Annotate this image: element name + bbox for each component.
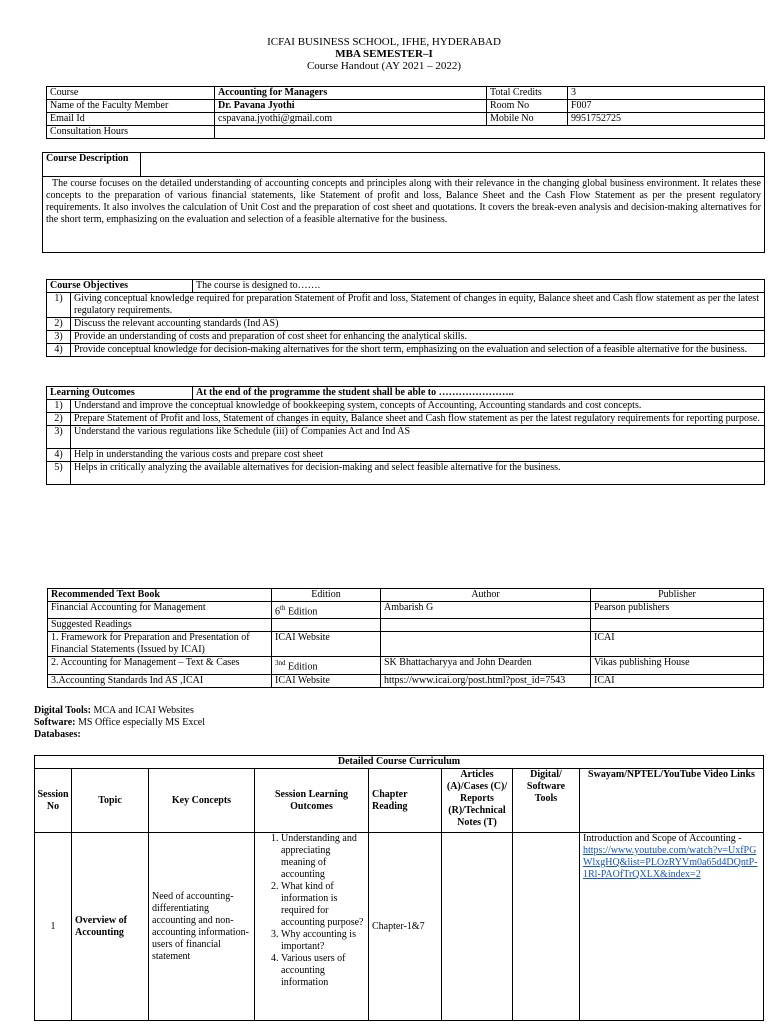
software-label: Software: <box>34 717 76 728</box>
objective-item: Discuss the relevant accounting standards (Ind AS) <box>71 318 765 331</box>
session-outcomes <box>255 833 369 1021</box>
objectives-label: Course Objectives <box>47 280 193 293</box>
room-value: F007 <box>568 100 765 113</box>
book-publisher: Pearson publishers <box>591 602 764 619</box>
book-edition: 6th Edition <box>272 602 381 619</box>
databases-label: Databases: <box>34 729 81 740</box>
book-publisher: ICAI <box>591 674 764 687</box>
book-author: Ambarish G <box>381 602 591 619</box>
school-name: ICFAI BUSINESS SCHOOL, IFHE, HYDERABAD <box>267 36 501 48</box>
col-session: Session No <box>35 769 72 833</box>
session-topic: Overview of Accounting <box>72 833 149 1021</box>
outcome-num: 5) <box>47 462 71 485</box>
objective-item: Provide conceptual knowledge for decision-making alternatives for the short term, emphasizing on the evaluation and selection of a feasible alternative for the business. <box>71 344 765 357</box>
handout-title: Course Handout (AY 2021 – 2022) <box>306 60 462 72</box>
book-author <box>381 632 591 657</box>
col-chapter: Chapter Reading <box>369 769 442 833</box>
email-value: cspavana.jyothi@gmail.com <box>215 113 487 126</box>
session-outcome-item: 3. Why accounting is important? <box>281 929 366 953</box>
objective-num: 4) <box>47 344 71 357</box>
objective-item: Provide an understanding of costs and preparation of cost sheet for enhancing the analytical skills. <box>71 331 765 344</box>
curriculum-table <box>34 755 764 1021</box>
session-articles <box>442 833 513 1021</box>
room-label: Room No <box>487 100 568 113</box>
course-info-table <box>46 86 765 139</box>
col-session-outcomes: Session Learning Outcomes <box>255 769 369 833</box>
outcome-item: Help in understanding the various costs and prepare cost sheet <box>71 449 765 462</box>
course-objectives-table <box>46 279 765 357</box>
edition-header: Edition <box>272 589 381 602</box>
book-author: SK Bhattacharyya and John Dearden <box>381 657 591 674</box>
book-edition: $^{3nd}$ Edition <box>272 657 381 674</box>
video-description: Introduction and Scope of Accounting - <box>583 833 742 844</box>
digital-tools-value: MCA and ICAI Websites <box>90 705 194 716</box>
credits-label: Total Credits <box>487 87 568 100</box>
session-outcome-item: 1. Understanding and appreciating meaning of accounting <box>281 833 366 881</box>
suggested-readings-label: Suggested Readings <box>48 619 272 632</box>
course-value: Accounting for Managers <box>215 87 487 100</box>
author-header: Author <box>381 589 591 602</box>
textbook-header: Recommended Text Book <box>48 589 272 602</box>
digital-tools-line <box>34 705 194 717</box>
publisher-header: Publisher <box>591 589 764 602</box>
book-edition: ICAI Website <box>272 632 381 657</box>
mobile-label: Mobile No <box>487 113 568 126</box>
col-topic: Topic <box>72 769 149 833</box>
outcomes-label: Learning Outcomes <box>47 387 193 400</box>
outcome-num: 1) <box>47 400 71 413</box>
faculty-value: Dr. Pavana Jyothi <box>215 100 487 113</box>
digital-tools-label: Digital Tools: <box>34 705 91 716</box>
mobile-value: 9951752725 <box>568 113 765 126</box>
session-outcome-item: 2. What kind of information is required for accounting purpose? <box>281 881 366 929</box>
book-title: 2. Accounting for Management – Text & Cases <box>48 657 272 674</box>
learning-outcomes-table <box>46 386 765 485</box>
objective-num: 1) <box>47 293 71 318</box>
session-video-cell <box>580 833 764 1021</box>
outcome-item: Understand and improve the conceptual knowledge of bookkeeping system, concepts of Accounting, Accounting standards and cost concepts. <box>71 400 765 413</box>
software-value: MS Office especially MS Excel <box>75 717 205 728</box>
book-author-link[interactable]: https://www.icai.org/post.html?post_id=7543 <box>381 674 591 687</box>
description-label: Course Description <box>43 153 141 177</box>
objective-num: 3) <box>47 331 71 344</box>
outcome-num: 2) <box>47 413 71 426</box>
software-line <box>34 717 205 729</box>
outcome-item: Helps in critically analyzing the available alternatives for decision-making and select feasible alternative for the business. <box>71 462 765 485</box>
curriculum-title: Detailed Course Curriculum <box>35 756 764 769</box>
faculty-label: Name of the Faculty Member <box>47 100 215 113</box>
session-chapter: Chapter-1&7 <box>369 833 442 1021</box>
objective-item: Giving conceptual knowledge required for preparation Statement of Profit and loss, Statement of changes in equity, Balance sheet and Cash flow statement as per the latest regulatory requirements. <box>71 293 765 318</box>
session-outcome-item: 4. Various users of accounting information <box>281 953 366 989</box>
outcome-item: Prepare Statement of Profit and loss, Statement of changes in equity, Balance sheet and Cash flow statement as per the latest regulatory requirements for reporting purpose. <box>71 413 765 426</box>
outcome-num: 3) <box>47 426 71 449</box>
course-description-table <box>42 152 765 253</box>
col-digital-tools: Digital/ Software Tools <box>513 769 580 833</box>
outcome-num: 4) <box>47 449 71 462</box>
outcomes-intro: At the end of the programme the student shall be able to ………………….. <box>193 387 765 400</box>
book-edition: ICAI Website <box>272 674 381 687</box>
outcome-item: Understand the various regulations like Schedule (iii) of Companies Act and Ind AS <box>71 426 765 449</box>
col-video-links: Swayam/NPTEL/YouTube Video Links <box>580 769 764 833</box>
semester-title: MBA SEMESTER–I <box>335 48 433 60</box>
session-key-concepts: Need of accounting-differentiating accounting and non-accounting information-users of financial statement <box>149 833 255 1021</box>
session-number: 1 <box>35 833 72 1021</box>
book-title: Financial Accounting for Management <box>48 602 272 619</box>
video-link[interactable]: https://www.youtube.com/watch?v=UxfPGWlxgHQ&list=PLOzRYVm0a65d4DQntP-1Rl-PAOfTrQXLX&index=2 <box>583 845 758 880</box>
textbook-table <box>47 588 764 688</box>
session-digital-tools <box>513 833 580 1021</box>
book-publisher: ICAI <box>591 632 764 657</box>
book-title: 3.Accounting Standards Ind AS ,ICAI <box>48 674 272 687</box>
consultation-label: Consultation Hours <box>47 126 215 139</box>
credits-value: 3 <box>568 87 765 100</box>
col-articles: Articles (A)/Cases (C)/ Reports (R)/Technical Notes (T) <box>442 769 513 833</box>
book-title: 1. Framework for Preparation and Presentation of Financial Statements (Issued by ICAI) <box>48 632 272 657</box>
book-publisher: Vikas publishing House <box>591 657 764 674</box>
course-label: Course <box>47 87 215 100</box>
col-key-concepts: Key Concepts <box>149 769 255 833</box>
description-text: The course focuses on the detailed understanding of accounting concepts and principles along with their relevance in the changing global business environment. It relates these concepts to the preparation of various financial statements, like Statement of profit and loss, Balance Sheet and the Cash Flow Statement as per the present regulatory requirements. It also involves the calculation of Unit Cost and the preparation of cost sheet and quotations. It covers the break-even analysis and decision-making alternatives for the short term, emphasizing on the evaluation and selection of a feasible alternative for the business. <box>43 177 765 253</box>
email-label: Email Id <box>47 113 215 126</box>
objectives-intro: The course is designed to……. <box>193 280 765 293</box>
objective-num: 2) <box>47 318 71 331</box>
